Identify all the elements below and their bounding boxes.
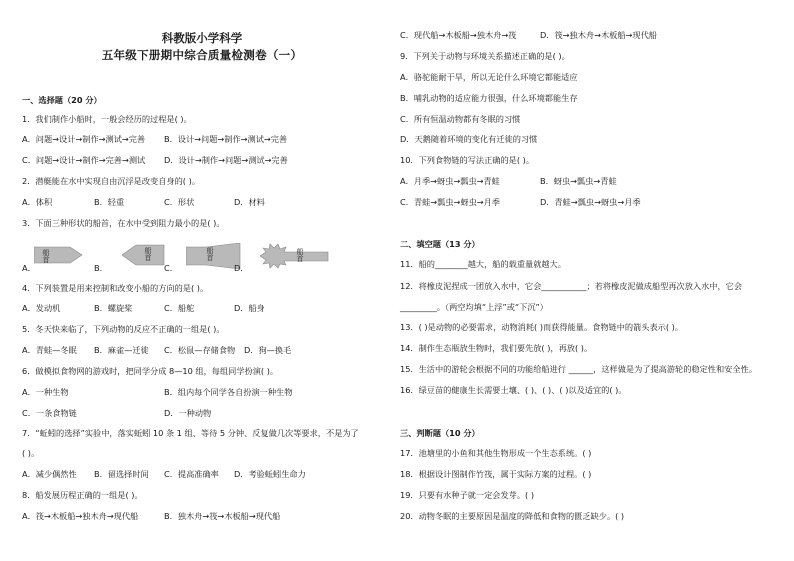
- q10-option-a: A．月季→蚜虫→瓢虫→青蛙: [400, 176, 500, 186]
- q2-option-b: B．轻重: [94, 197, 125, 207]
- question-18: 18．根据设计图制作竹筏，属于实际方案的过程。( ): [400, 469, 592, 479]
- q1-option-a: A．问题→设计→制作→测试→完善: [22, 134, 146, 144]
- section-3-heading: 三、判断题（10 分）: [400, 428, 480, 438]
- q2-option-a: A．体积: [22, 197, 53, 207]
- question-12-continued: _________。（两空均填“上浮”或“下沉”）: [400, 302, 548, 312]
- q6-option-a: A．一种生物: [22, 387, 69, 397]
- q8-option-c: C．现代船→木板船→独木舟→筏: [400, 30, 517, 40]
- question-11: 11．船的________越大，船的载重量就越大。: [400, 259, 566, 269]
- q7-option-b: B．留选择时间: [94, 469, 149, 479]
- ship-bow-text-d: 船首: [296, 248, 304, 263]
- q6-option-d: D．一种动物: [164, 408, 212, 418]
- question-8: 8．船发展历程正确的一组是( )。: [22, 490, 143, 500]
- q3-label-b: B．: [94, 263, 108, 273]
- q4-option-a: A．发动机: [22, 303, 61, 313]
- q10-option-c: C．青蛙→瓢虫→蚜虫→月季: [400, 197, 500, 207]
- question-10: 10．下列食物链的写法正确的是( )。: [400, 155, 535, 165]
- question-9: 9．下列关于动物与环境关系描述正确的是( )。: [400, 51, 570, 61]
- question-17: 17．池塘里的小鱼和其他生物形成一个生态系统。( ): [400, 448, 592, 458]
- question-20: 20．动物冬眠的主要原因是温度的降低和食物的匮乏缺少。( ): [400, 511, 625, 521]
- q4-option-d: D．船身: [234, 303, 265, 313]
- question-6: 6．做模拟食物网的游戏时，把同学分成 8—10 组，每组同学扮演( )。: [22, 366, 279, 376]
- q4-option-c: C．船舵: [164, 303, 195, 313]
- question-5: 5．冬天快来临了，下列动物的反应不正确的一组是( )。: [22, 324, 225, 334]
- question-3: 3．下面三种形状的船首，在水中受到阻力最小的是( )。: [22, 218, 225, 228]
- q3-label-d: D．: [234, 263, 249, 273]
- q1-option-c: C．问题→设计→制作→完善→测试: [22, 155, 146, 165]
- exam-publisher-title: 科教版小学科学: [161, 31, 243, 45]
- question-13: 13．( )是动物的必要需求，动物消耗( )而获得能量。食物链中的箭头表示( )。: [400, 322, 684, 332]
- q4-option-b: B．螺旋桨: [94, 303, 133, 313]
- question-12: 12．将橡皮泥捏成一团放入水中，它会___________；若将橡皮泥做成船型再次放入水中，它会: [400, 281, 743, 291]
- q7-option-c: C．提高准确率: [164, 469, 219, 479]
- section-2-heading: 二、填空题（13 分）: [400, 239, 480, 249]
- q7-option-a: A．减少偶然性: [22, 469, 77, 479]
- q5-option-a: A．青蛙—冬眠: [22, 345, 77, 355]
- q8-option-a: A．筏→木板船→独木舟→现代船: [22, 511, 139, 521]
- q3-label-c: C．: [164, 263, 178, 273]
- q9-option-c: C．所有恒温动物都有冬眠的习惯: [400, 114, 521, 124]
- q1-option-d: D．设计→制作→问题→测试→完善: [164, 155, 288, 165]
- q9-option-d: D．天鹅随着环境的变化有迁徙的习惯: [400, 134, 538, 144]
- q6-option-c: C．一条食物链: [22, 408, 77, 418]
- ship-bow-text-b: 船首: [144, 247, 152, 262]
- ship-bow-star-shape: [260, 243, 330, 269]
- question-14: 14．制作生态瓶放生物时，我们要先放( )，再放( )。: [400, 343, 593, 353]
- section-1-heading: 一、选择题（20 分）: [22, 95, 102, 105]
- ship-bow-text-c: 船首: [206, 247, 214, 262]
- q7-option-d: D．考验蚯蚓生命力: [234, 469, 306, 479]
- q9-option-a: A．骆驼能耐干旱，所以无论什么环境它都能适应: [400, 72, 578, 82]
- question-7-continued: ( )。: [22, 448, 40, 458]
- q6-option-b: B．组内每个同学各自扮演一种生物: [164, 387, 293, 397]
- question-16: 16．绿豆苗的健康生长需要土壤、( )、( )、( )以及适宜的( )。: [400, 385, 627, 395]
- q10-option-b: B．蚜虫→瓢虫→青蛙: [540, 176, 617, 186]
- q5-option-c: C．松鼠—存储食物: [164, 345, 236, 355]
- q1-option-b: B．设计→问题→制作→测试→完善: [164, 134, 288, 144]
- question-7: 7．“蚯蚓的选择”实验中，落实蚯蚓 10 条 1 组、等待 5 分钟、反复做几次等要求，不是为了: [22, 428, 359, 438]
- question-19: 19．只要有水种子就一定会发芽。( ): [400, 490, 535, 500]
- q10-option-d: D．青蛙→瓢虫→蚜虫→月季: [540, 197, 641, 207]
- q5-option-b: B．麻雀—迁徙: [94, 345, 149, 355]
- question-1: 1．我们制作小船时，一般会经历的过程是( )。: [22, 114, 192, 124]
- q8-option-b: B．独木舟→筏→木板船→现代船: [164, 511, 281, 521]
- q5-option-d: D．狗—换毛: [244, 345, 292, 355]
- ship-bow-text-a: 船首: [42, 249, 50, 264]
- question-4: 4．下列装置是用来控制和改变小船的方向的是( )。: [22, 283, 209, 293]
- q3-label-a: A．: [22, 263, 36, 273]
- q2-option-d: D．材料: [234, 197, 265, 207]
- question-2: 2．潜艇能在水中实现自由沉浮是改变自身的( )。: [22, 176, 200, 186]
- q8-option-d: D．筏→独木舟→木板船→现代船: [540, 30, 657, 40]
- q9-option-b: B．哺乳动物的适应能力很强，什么环境都能生存: [400, 93, 578, 103]
- question-15: 15．生活中的游轮会根据不同的功能给船进行 ______，这样做是为了提高游轮的稳定性和安全性。: [400, 364, 757, 374]
- q2-option-c: C．形状: [164, 197, 195, 207]
- exam-title: 五年级下册期中综合质量检测卷（一）: [101, 48, 303, 62]
- q3-ship-shapes: [22, 243, 382, 273]
